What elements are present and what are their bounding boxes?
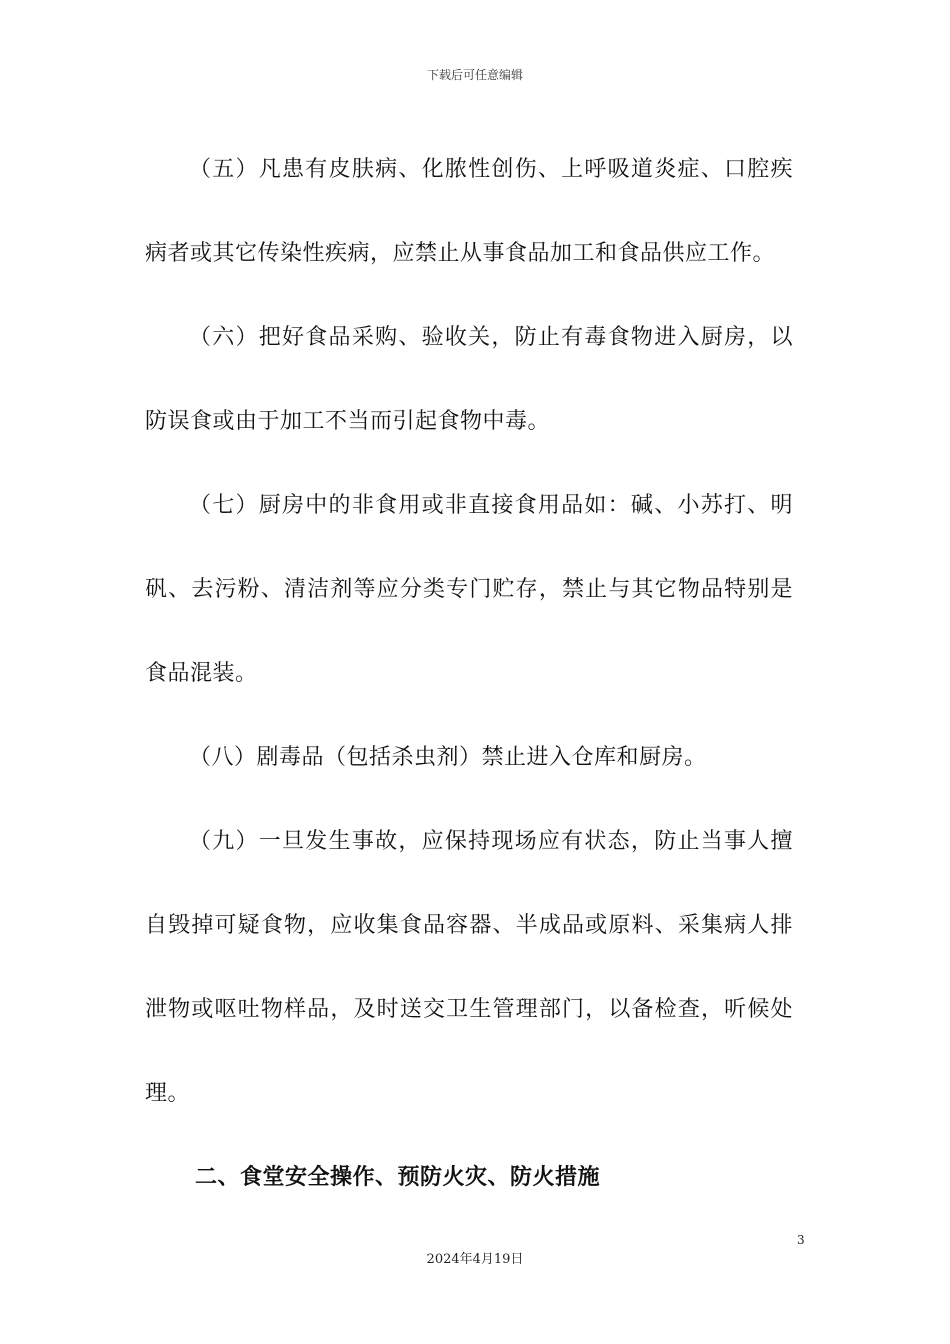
- paragraph-9: （九）一旦发生事故，应保持现场应有状态，防止当事人擅自毁掉可疑食物，应收集食品容器、半成品或原料、采集病人排泄物或呕吐物样品，及时送交卫生管理部门，以备检查，听候处理。: [145, 829, 793, 1106]
- document-body: [145, 128, 793, 1220]
- footer-date: 2024年4月19日: [426, 1252, 524, 1267]
- header-note: 下载后可任意编辑: [426, 68, 523, 82]
- page-number: 3: [797, 1233, 805, 1247]
- section-heading: 二、食堂安全操作、预防火灾、防火措施: [195, 1165, 601, 1190]
- paragraph-6: （六）把好食品采购、验收关，防止有毒食物进入厨房，以防误食或由于加工不当而引起食物中毒。: [145, 325, 793, 434]
- paragraph-8: （八）剧毒品（包括杀虫剂）禁止进入仓库和厨房。: [189, 745, 707, 770]
- paragraph-7: （七）厨房中的非食用或非直接食用品如：碱、小苏打、明矾、去污粉、清洁剂等应分类专门贮存，禁止与其它物品特别是食品混装。: [145, 493, 793, 686]
- paragraph-5: （五）凡患有皮肤病、化脓性创伤、上呼吸道炎症、口腔疾病者或其它传染性疾病，应禁止从事食品加工和食品供应工作。: [145, 157, 793, 266]
